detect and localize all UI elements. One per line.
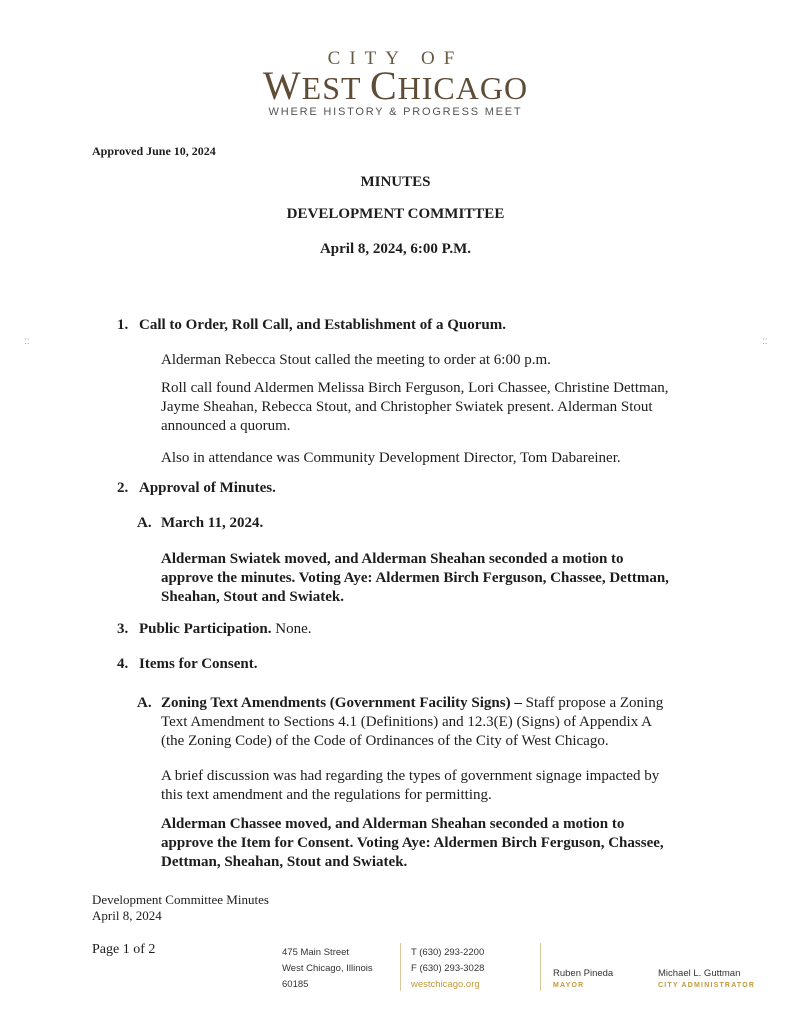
mayor-role: MAYOR [553,982,585,989]
minutes-motion [161,550,721,607]
footer-doc-info [92,892,269,924]
fax-number: F (630) 293-3028 [411,963,485,974]
attendance-text: Also in attendance was Community Development Director, Tom Dabareiner. [161,450,621,466]
logo-hicago: HICAGO [397,70,529,106]
logo-letter-c: C [369,63,398,108]
logo-west-chicago [0,62,791,109]
section-3-heading [117,621,312,638]
text-line: A brief discussion was had regarding the types of government signage impacted by [161,768,660,784]
approved-date: Approved June 10, 2024 [92,144,216,158]
doc-title: MINUTES [360,174,431,190]
section-number: 4. [117,656,129,672]
item-title: March 11, 2024. [161,515,264,531]
footer-contact [411,945,484,993]
consent-motion [161,815,721,872]
address-line: 475 Main Street [282,947,350,958]
administrator-block [658,968,755,989]
item-letter: A. [137,695,152,711]
text-line: Alderman Chassee moved, and Alderman Sheahan seconded a motion to [161,816,625,832]
section-2-heading [117,480,276,497]
text-line: (the Zoning Code) of the Code of Ordinances of the City of West Chicago. [161,733,609,749]
item-4a [137,694,717,751]
item-text: Staff propose a Zoning [521,695,664,711]
text-line: Dettman, Sheahan, Stout and Swiatek. [161,854,408,870]
call-to-order-text: Alderman Rebecca Stout called the meeting to order at 6:00 p.m. [161,352,551,368]
footer-divider [540,943,541,991]
section-number: 2. [117,480,129,496]
item-title: Zoning Text Amendments (Government Facility Signs) – [161,695,522,711]
text-line: Jayme Sheahan, Rebecca Stout, and Christopher Swiatek present. Alderman Stout [161,399,653,415]
text-line: Sheahan, Stout and Swiatek. [161,589,344,605]
footer-title: Development Committee Minutes [92,892,269,907]
section-4-heading [117,656,257,673]
section-title: Call to Order, Roll Call, and Establishment of a Quorum. [139,317,506,333]
margin-marker-left: :: [24,336,30,347]
text-line [137,694,717,713]
mayor-name: Ruben Pineda [553,968,614,979]
meeting-date: April 8, 2024, 6:00 P.M. [319,241,472,257]
discussion-text [161,767,721,805]
roll-call-text [161,379,701,436]
page-number: Page 1 of 2 [92,942,156,957]
address-line: 60185 [282,979,309,990]
text-line: Alderman Swiatek moved, and Alderman Sheahan seconded a motion to [161,551,624,567]
logo-letter-w: W [262,63,302,108]
footer-date: April 8, 2024 [92,908,162,923]
tagline: WHERE HISTORY & PROGRESS MEET [268,106,523,118]
section-title: Items for Consent. [139,656,258,672]
text-line: Roll call found Aldermen Melissa Birch Ferguson, Lori Chassee, Christine Dettman, [161,380,669,396]
section-number: 3. [117,621,129,637]
text-line: announced a quorum. [161,418,291,434]
website-link[interactable]: westchicago.org [411,979,480,990]
footer-divider [400,943,401,991]
administrator-role: CITY ADMINISTRATOR [658,982,756,989]
text-line: approve the Item for Consent. Voting Aye: Aldermen Birch Ferguson, Chassee, [161,835,664,851]
text-line: approve the minutes. Voting Aye: Aldermen Birch Ferguson, Chassee, Dettman, [161,570,669,586]
phone-number: T (630) 293-2200 [411,947,485,958]
section-number: 1. [117,317,129,333]
section-1-heading [117,317,506,334]
address-line: West Chicago, Illinois [282,963,373,974]
section-title: Public Participation. [139,621,272,637]
section-text: None. [271,621,312,637]
item-letter: A. [137,515,152,531]
logo-est: EST [301,70,370,106]
item-2a-heading [137,515,263,532]
committee-name: DEVELOPMENT COMMITTEE [286,206,505,222]
margin-marker-right: :: [762,336,768,347]
footer-address [282,945,373,993]
mayor-block [553,968,613,989]
text-line: Text Amendment to Sections 4.1 (Definitions) and 12.3(E) (Signs) of Appendix A [161,714,652,730]
section-title: Approval of Minutes. [139,480,276,496]
administrator-name: Michael L. Guttman [658,968,741,979]
text-line: this text amendment and the regulations for permitting. [161,787,492,803]
logo-city-of: CITY OF [327,48,464,69]
